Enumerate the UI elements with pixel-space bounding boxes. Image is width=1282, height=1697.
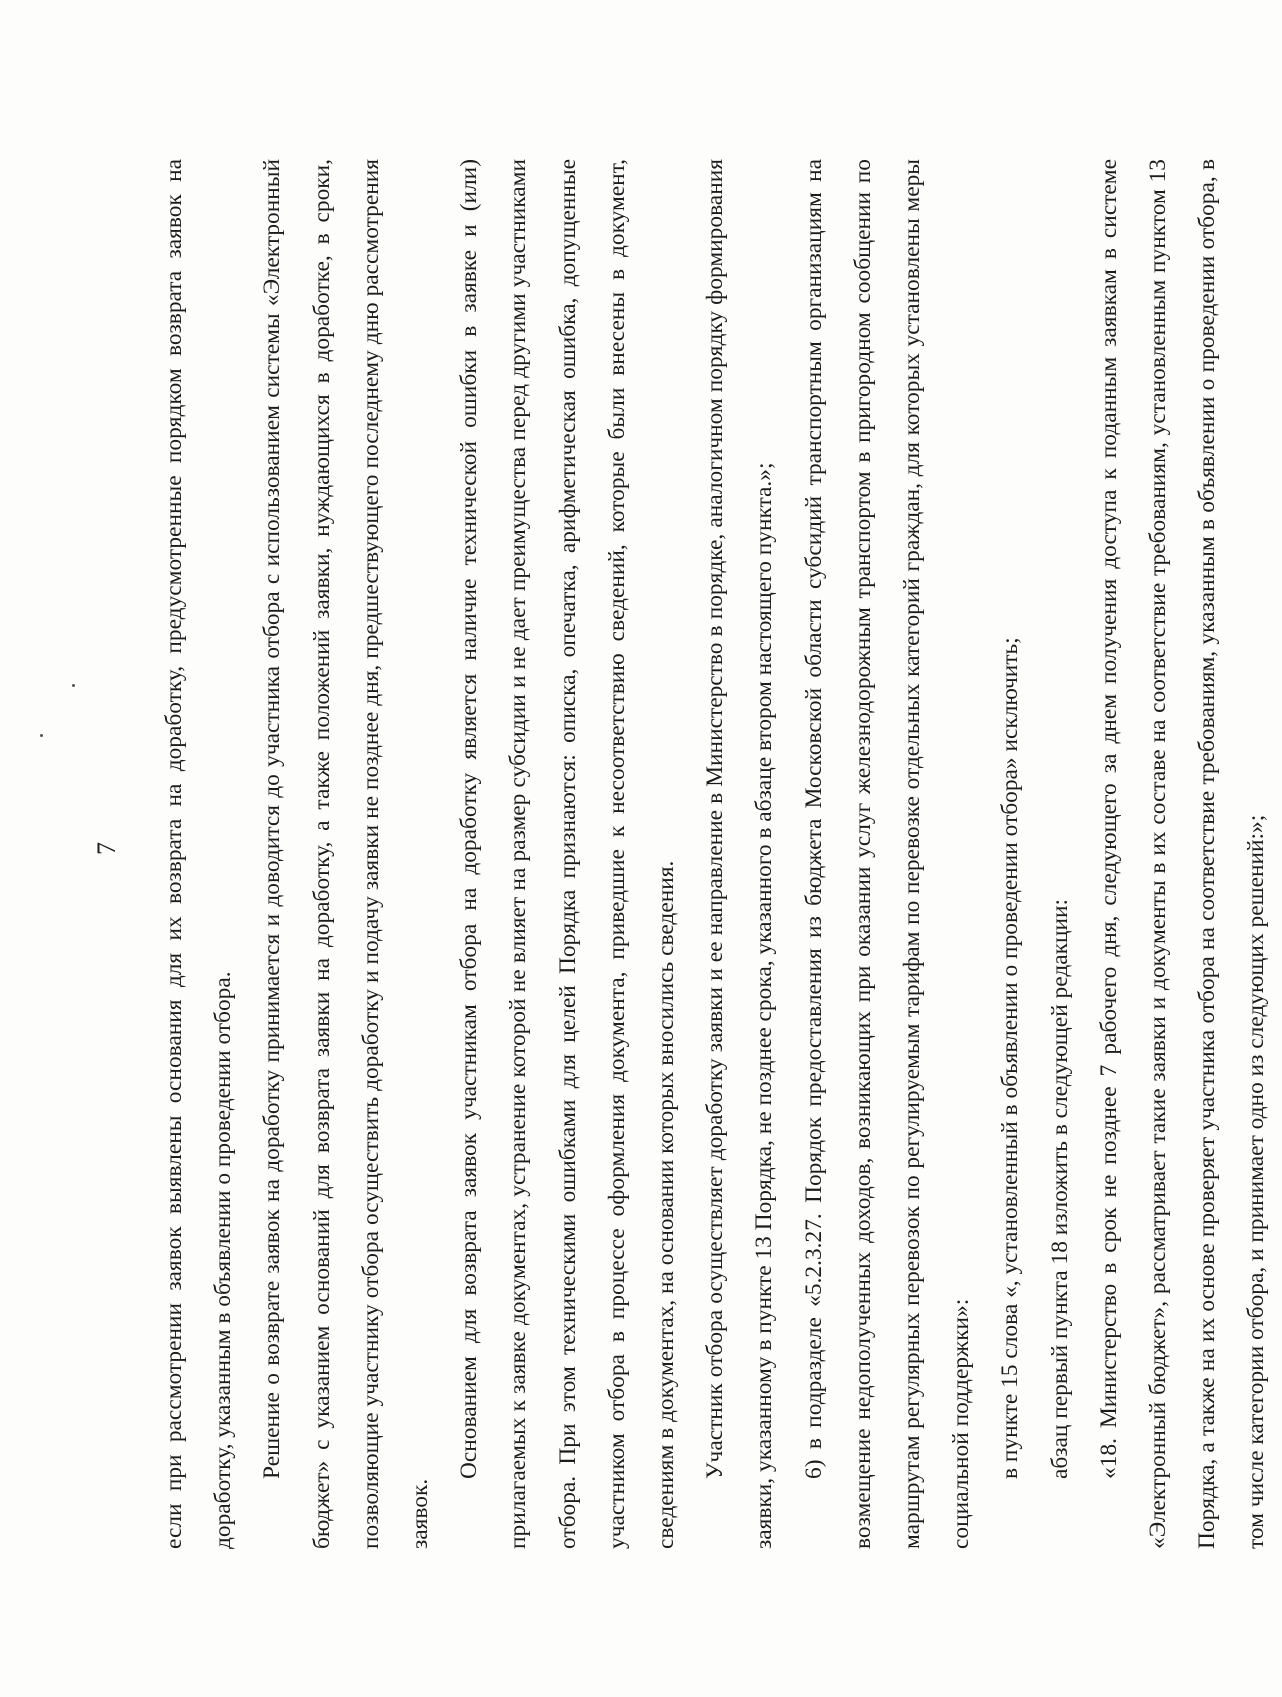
paragraph-4: Участник отбора осуществляет доработку заявки и ее направление в Министерство в порядке, аналогичном порядку формирования заявки, указанному в пункте 13 Порядка, не позднее срока, указанного в абзаце втором настоящего пункта.»;: [702, 159, 778, 1549]
paragraph-8: «18. Министерство в срок не позднее 7 рабочего дня, следующего за днем получения доступа к поданным заявкам в системе «Электронный бюджет», рассматривает такие заявки и документы в их составе на соответствие требованиям, установленным пунктом 13 Порядка, а также на их основе проверяет участника отбора на соответствие требованиям, указанным в объявлении о проведении отбора, в том числе категории отбора, и принимает одно из следующих решений:»;: [1095, 159, 1270, 1549]
paragraph-3: Основанием для возврата заявок участникам отбора на доработку является наличие технической ошибки в заявке и (или) прилагаемых к заявке документах, устранение которой не влияет на размер субсидии и не дает преимущества перед другими участниками отбора. При этом техническими ошибками для целей Порядка признаются: описка, опечатка, арифметическая ошибка, допущенные участником отбора в процессе оформления документа, приведшие к несоответствию сведений, которые были внесены в документ, сведениям в документах, на основании которых вносились сведения.: [456, 159, 680, 1549]
document-body: [150, 159, 1282, 1549]
paragraph-6: в пункте 15 слова «, установленный в объявлении о проведении отбора» исключить;: [997, 637, 1024, 1479]
scan-speck: [40, 734, 43, 737]
paragraph-7: абзац первый пункта 18 изложить в следующей редакции:: [1046, 898, 1073, 1479]
paragraph-2: Решение о возврате заявок на доработку принимается и доводится до участника отбора с использованием системы «Электронный бюджет» с указанием оснований для возврата заявки на доработку, а также положений заявки, нуждающихся в доработке, в сроки, позволяющие участнику отбора осуществить доработку и подачу заявки не позднее дня, предшествующего последнему дню рассмотрения заявок.: [259, 159, 434, 1549]
page-number: 7: [92, 842, 121, 855]
paragraph-1: если при рассмотрении заявок выявлены основания для их возврата на доработку, предусмотренные порядком возврата заявок на доработку, указанным в объявлении о проведении отбора.: [161, 159, 237, 1549]
scan-speck: [72, 684, 75, 687]
paragraph-5: 6) в подразделе «5.2.3.27. Порядок предоставления из бюджета Московской области субсидий транспортным организациям на возмещение недополученных доходов, возникающих при оказании услуг железнодорожным транспортом в пригородном сообщении по маршрутам регулярных перевозок по регулируемым тарифам по перевозке отдельных категорий граждан, для которых установлены меры социальной поддержки»:: [800, 159, 975, 1549]
